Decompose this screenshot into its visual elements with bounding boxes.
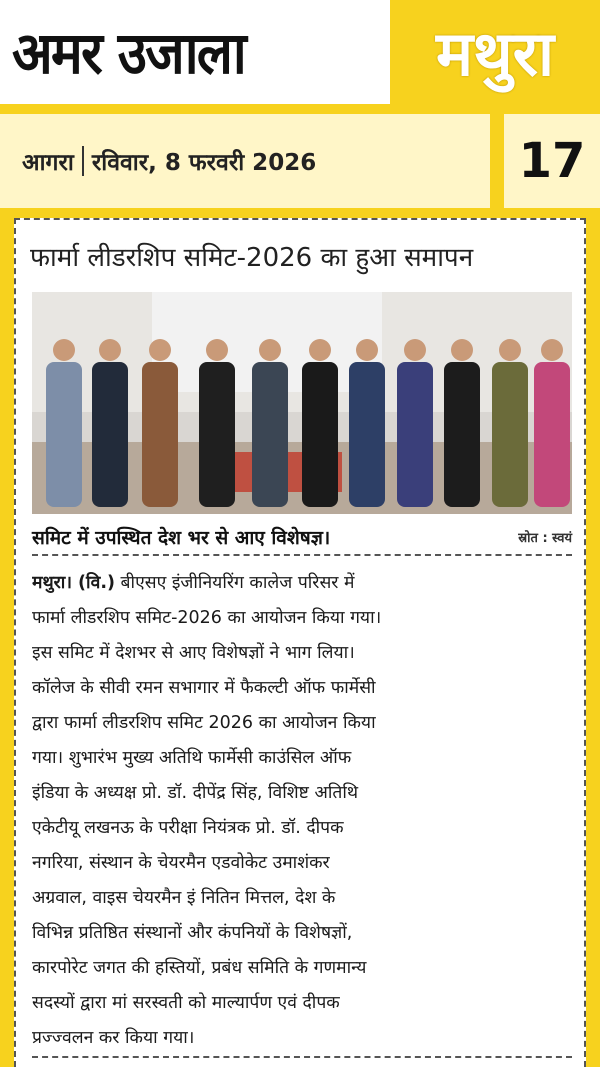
body-line: गया। शुभारंभ मुख्य अतिथि फार्मेसी काउंसिल ऑफ xyxy=(32,748,352,768)
person-head xyxy=(259,339,281,361)
date-divider xyxy=(82,146,84,176)
person-head xyxy=(309,339,331,361)
article-photo xyxy=(32,292,572,514)
person-head xyxy=(404,339,426,361)
body-line: कॉलेज के सीवी रमन सभागार में फैकल्टी ऑफ फार्मेसी xyxy=(32,678,376,698)
masthead xyxy=(0,0,600,104)
person-body xyxy=(199,362,235,507)
group-photo-illustration xyxy=(32,292,572,514)
body-line: प्रज्ज्वलन कर किया गया। xyxy=(32,1028,195,1048)
person-head xyxy=(356,339,378,361)
person-head xyxy=(206,339,228,361)
body-line: मथुरा। (वि.) बीएसए इंजीनियरिंग कालेज परिसर में xyxy=(32,573,355,593)
body-line: फार्मा लीडरशिप समिट-2026 का आयोजन किया गया। xyxy=(32,608,382,628)
body-line: एकेटीयू लखनऊ के परीक्षा नियंत्रक प्रो. डॉ. दीपक xyxy=(32,818,344,838)
page-number: 17 xyxy=(504,114,600,208)
news-article xyxy=(14,218,586,1067)
caption-text: समिट में उपस्थित देश भर से आए विशेषज्ञ। xyxy=(32,527,331,549)
person-body xyxy=(302,362,338,507)
city-edition-label: मथुरा xyxy=(390,0,600,104)
body-line: विभिन्न प्रतिष्ठित संस्थानों और कंपनियों के विशेषज्ञों, xyxy=(32,923,353,943)
dateline-city: मथुरा। (वि.) xyxy=(32,573,115,593)
person-head xyxy=(499,339,521,361)
body-line: नगरिया, संस्थान के चेयरमैन एडवोकेट उमाशंकर xyxy=(32,853,330,873)
photo-caption xyxy=(32,520,572,556)
body-line: द्वारा फार्मा लीडरशिप समिट 2026 का आयोजन किया xyxy=(32,713,376,733)
body-line: इस समिट में देशभर से आए विशेषज्ञों ने भाग लिया। xyxy=(32,643,355,663)
person-head xyxy=(149,339,171,361)
person-body xyxy=(397,362,433,507)
dateline-bar xyxy=(0,104,600,216)
edition-name: आगरा xyxy=(22,150,74,176)
person-body xyxy=(252,362,288,507)
body-line: सदस्यों द्वारा मां सरस्वती को माल्यार्पण एवं दीपक xyxy=(32,993,340,1013)
person-body xyxy=(534,362,570,507)
body-line: अग्रवाल, वाइस चेयरमैन इं नितिन मित्तल, देश के xyxy=(32,888,336,908)
body-line: इंडिया के अध्यक्ष प्रो. डॉ. दीपेंद्र सिंह, विशिष्ट अतिथि xyxy=(32,783,359,803)
publication-date: रविवार, 8 फरवरी 2026 xyxy=(91,150,317,176)
person-body xyxy=(349,362,385,507)
person-head xyxy=(451,339,473,361)
person-body xyxy=(444,362,480,507)
body-line: कारपोरेट जगत की हस्तियों, प्रबंध समिति के गणमान्य xyxy=(32,958,367,978)
person-head xyxy=(99,339,121,361)
person-body xyxy=(142,362,178,507)
photo-credit: स्रोत : स्वयं xyxy=(518,531,572,546)
person-body xyxy=(492,362,528,507)
article-bottom-divider xyxy=(32,1056,572,1058)
newspaper-logo: अमर उजाला xyxy=(12,18,245,87)
date-box xyxy=(0,114,490,208)
person-head xyxy=(53,339,75,361)
article-body xyxy=(32,566,574,1056)
person-body xyxy=(92,362,128,507)
person-body xyxy=(46,362,82,507)
article-headline: फार्मा लीडरशिप समिट-2026 का हुआ समापन xyxy=(30,243,474,273)
person-head xyxy=(541,339,563,361)
